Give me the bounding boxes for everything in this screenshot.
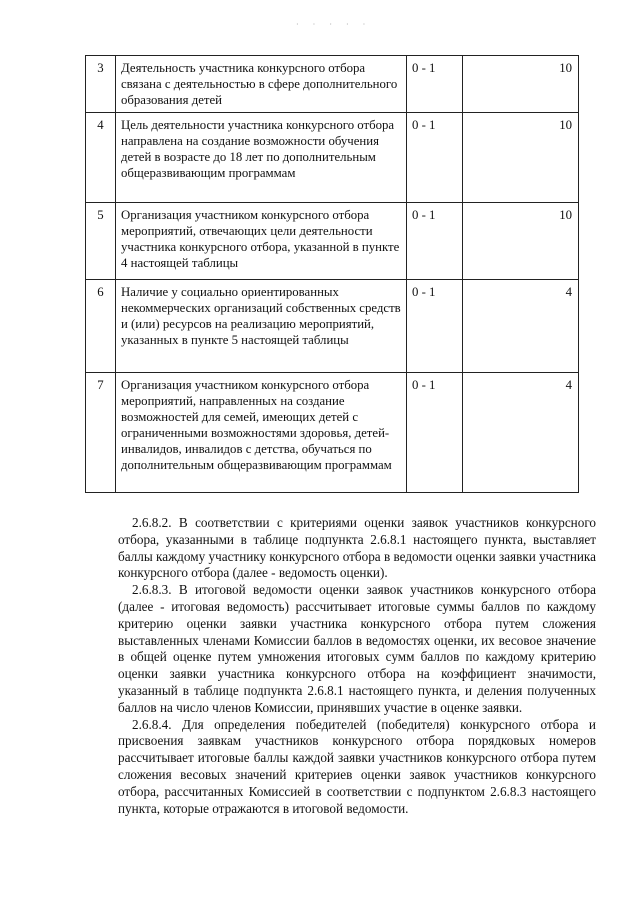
- score-range: 0 - 1: [407, 373, 463, 493]
- criterion-text: Организация участником конкурсного отбора мероприятий, направленных на создание возможностей для семей, имеющих детей с ограниченными возможностями здоровья, детей-инвалидов, инвалидов с детства, обучаться по дополнительным общеразвивающим программам: [116, 373, 407, 493]
- row-number: 5: [86, 203, 116, 280]
- row-number: 7: [86, 373, 116, 493]
- max-points: 10: [463, 113, 579, 203]
- paragraph-2-6-8-4: 2.6.8.4. Для определения победителей (победителя) конкурсного отбора и присвоения заявкам участников конкурсного отбора порядковых номеров рассчитывает итоговые баллы каждой заявки участников конкурсного отбора путем сложения весовых значений критериев оценки заявок участников конкурсного отбора, рассчитанных Комиссией в соответствии с подпунктом 2.6.8.3 настоящего пункта, которые отражаются в итоговой ведомости.: [118, 716, 596, 816]
- score-range: 0 - 1: [407, 56, 463, 113]
- max-points: 10: [463, 56, 579, 113]
- page-header-mark: · · · · ·: [296, 20, 372, 29]
- max-points: 4: [463, 280, 579, 373]
- criterion-text: Деятельность участника конкурсного отбора связана с деятельностью в сфере дополнительного образования детей: [116, 56, 407, 113]
- row-number: 6: [86, 280, 116, 373]
- table-row: [86, 56, 579, 113]
- criterion-text: Цель деятельности участника конкурсного отбора направлена на создание возможности обучения детей в возрасте до 18 лет по дополнительным общеразвивающим программам: [116, 113, 407, 203]
- criterion-text: Организация участником конкурсного отбора мероприятий, отвечающих цели деятельности участника конкурсного отбора, указанной в пункте 4 настоящей таблицы: [116, 203, 407, 280]
- score-range: 0 - 1: [407, 280, 463, 373]
- max-points: 4: [463, 373, 579, 493]
- table-row: [86, 113, 579, 203]
- score-range: 0 - 1: [407, 113, 463, 203]
- criterion-text: Наличие у социально ориентированных некоммерческих организаций собственных средств и (или) ресурсов на реализацию мероприятий, указанных в пункте 5 настоящей таблицы: [116, 280, 407, 373]
- max-points: 10: [463, 203, 579, 280]
- paragraph-2-6-8-3: 2.6.8.3. В итоговой ведомости оценки заявок участников конкурсного отбора (далее - итоговая ведомость) рассчитывает итоговые суммы баллов по каждому критерию оценки заявки участника конкурсного отбора путем сложения выставленных членами Комиссии баллов в ведомостях оценки, их весовое значение в общей оценке путем умножения итоговых сумм баллов по каждому критерию оценки заявки участника конкурсного отбора на коэффициент значимости, указанный в таблице подпункта 2.6.8.1 настоящего пункта, и деления полученных баллов на число членов Комиссии, принявших участие в оценке заявки.: [118, 582, 596, 715]
- body-text: [118, 515, 596, 817]
- row-number: 4: [86, 113, 116, 203]
- paragraph-2-6-8-2: 2.6.8.2. В соответствии с критериями оценки заявок участников конкурсного отбора, указанными в таблице подпункта 2.6.8.1 настоящего пункта, выставляет баллы каждому участнику конкурсного отбора в ведомости оценки заявки участника конкурсного отбора (далее - ведомость оценки).: [118, 515, 596, 581]
- table-row: [86, 280, 579, 373]
- criteria-table: [85, 55, 579, 493]
- row-number: 3: [86, 56, 116, 113]
- score-range: 0 - 1: [407, 203, 463, 280]
- table-row: [86, 373, 579, 493]
- table-row: [86, 203, 579, 280]
